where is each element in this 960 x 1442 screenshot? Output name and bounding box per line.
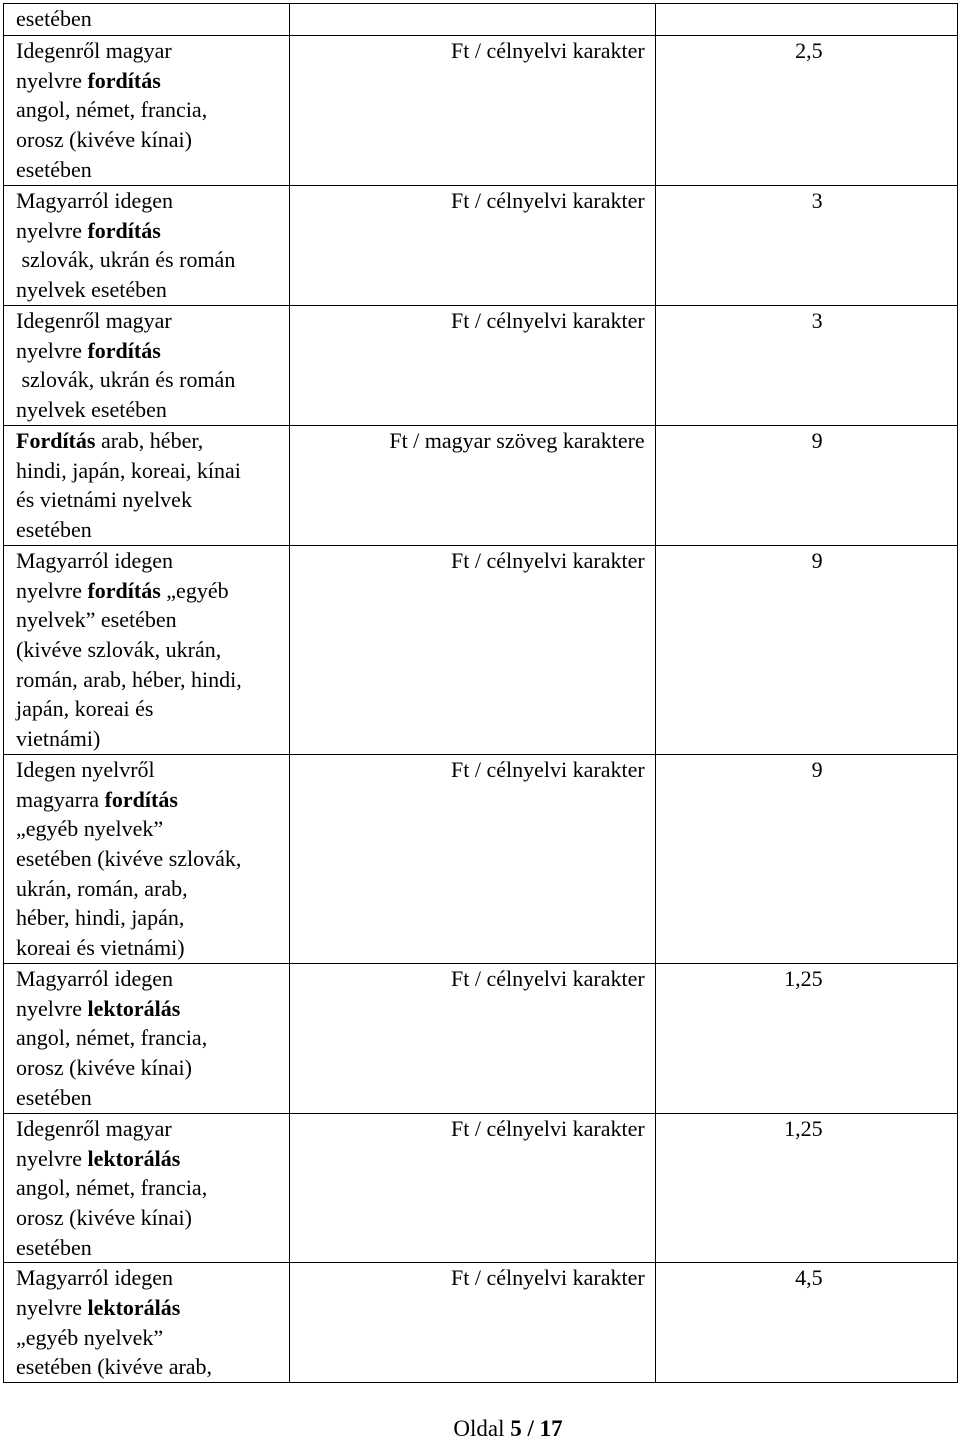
description-line: [16, 814, 289, 844]
price-cell: [655, 754, 957, 963]
description-text: nyelvre: [16, 995, 88, 1021]
description-line: [16, 546, 289, 576]
description-text: orosz (kivéve kínai): [16, 127, 192, 153]
description-text: esetében: [16, 516, 92, 542]
unit-cell: [290, 754, 655, 963]
description-line: [16, 576, 289, 606]
description-text: Magyarról idegen: [16, 188, 173, 213]
description-text: angol, német, francia,: [16, 97, 208, 123]
service-type-text: Fordítás: [16, 427, 96, 453]
description-line: [16, 1114, 289, 1144]
description-line: [16, 1352, 289, 1382]
description-line: [16, 216, 289, 246]
description-line: [16, 1173, 289, 1203]
description-text: nyelvek esetében: [16, 277, 167, 303]
description-text: nyelvre: [16, 67, 88, 93]
unit-text: Ft / célnyelvi karakter: [451, 308, 645, 333]
description-text: ukrán, román, arab,: [16, 875, 188, 901]
description-line: [16, 66, 289, 96]
service-description-cell: [4, 186, 290, 306]
description-line: [16, 395, 289, 425]
description-text: nyelvre: [16, 1295, 88, 1321]
description-line: [16, 426, 289, 456]
description-line: [16, 336, 289, 366]
description-text: és vietnámi nyelvek: [16, 487, 192, 513]
description-line: [16, 874, 289, 904]
service-type-text: lektorálás: [87, 1145, 181, 1171]
description-text: „egyéb nyelvek”: [16, 816, 164, 842]
description-text: esetében: [16, 1084, 92, 1110]
unit-cell: [290, 1263, 655, 1383]
unit-cell: [290, 186, 655, 306]
description-text: (kivéve szlovák, ukrán,: [16, 636, 222, 662]
description-text: „egyéb: [160, 577, 229, 603]
price-cell: [655, 1113, 957, 1263]
price-cell: [655, 36, 957, 186]
service-description-cell: [4, 963, 290, 1113]
description-line: [16, 306, 289, 336]
description-text: héber, hindi, japán,: [16, 905, 185, 931]
description-text: román, arab, héber, hindi,: [16, 666, 242, 692]
description-line: [16, 245, 289, 275]
unit-text: Ft / célnyelvi karakter: [451, 1265, 645, 1291]
table-row: [4, 754, 958, 963]
unit-text: Ft / magyar szöveg karaktere: [389, 427, 645, 453]
description-line: [16, 1203, 289, 1233]
unit-text: Ft / célnyelvi karakter: [451, 965, 645, 991]
description-line: [16, 95, 289, 125]
service-description-cell: [4, 306, 290, 426]
description-text: angol, német, francia,: [16, 1175, 208, 1201]
unit-text: Ft / célnyelvi karakter: [451, 756, 645, 782]
unit-cell: [290, 4, 655, 36]
description-line: [16, 365, 289, 395]
description-line: [16, 125, 289, 155]
price-cell: [655, 545, 957, 754]
service-type-text: fordítás: [104, 786, 178, 812]
page-separator: /: [521, 1416, 540, 1441]
price-value: 1,25: [784, 1115, 823, 1141]
description-text: Magyarról idegen: [16, 547, 173, 573]
description-line: [16, 724, 289, 754]
unit-text: Ft / célnyelvi karakter: [451, 1115, 645, 1141]
price-value: 3: [811, 188, 823, 213]
service-description-cell: [4, 425, 290, 545]
unit-cell: [290, 306, 655, 426]
description-text: koreai és vietnámi): [16, 935, 185, 961]
unit-text: Ft / célnyelvi karakter: [451, 547, 645, 573]
description-text: esetében: [16, 1234, 92, 1260]
service-description-cell: [4, 1263, 290, 1383]
description-text: nyelvre: [16, 1145, 88, 1171]
description-line: [16, 1023, 289, 1053]
price-value: 3: [811, 308, 823, 333]
description-line: [16, 1233, 289, 1263]
description-line: [16, 456, 289, 486]
table-row: [4, 306, 958, 426]
description-line: [16, 1053, 289, 1083]
description-text: magyarra: [16, 786, 105, 812]
description-text: „egyéb nyelvek”: [16, 1324, 164, 1350]
description-line: [16, 36, 289, 66]
description-text: Magyarról idegen: [16, 965, 173, 991]
description-line: [16, 964, 289, 994]
price-cell: [655, 425, 957, 545]
service-description-cell: [4, 1113, 290, 1263]
service-type-text: fordítás: [87, 217, 161, 243]
description-text: japán, koreai és: [16, 696, 154, 722]
description-line: [16, 933, 289, 963]
price-value: 1,25: [784, 965, 823, 991]
page-footer: [0, 1416, 960, 1442]
description-text: szlovák, ukrán és román: [16, 367, 236, 393]
description-text: angol, német, francia,: [16, 1025, 208, 1051]
description-line: [16, 485, 289, 515]
description-line: [16, 186, 289, 216]
price-table: [3, 3, 958, 1383]
unit-text: Ft / célnyelvi karakter: [451, 188, 645, 213]
description-line: [16, 275, 289, 305]
description-text: nyelvek” esetében: [16, 607, 177, 633]
description-line: [16, 1323, 289, 1353]
description-text: nyelvre: [16, 217, 88, 243]
description-text: orosz (kivéve kínai): [16, 1054, 192, 1080]
price-value: 4,5: [795, 1265, 823, 1291]
price-table-body: [4, 4, 958, 1383]
service-description-cell: [4, 754, 290, 963]
price-cell: [655, 186, 957, 306]
service-type-text: lektorálás: [87, 995, 181, 1021]
service-type-text: fordítás: [87, 337, 161, 363]
description-line: [16, 903, 289, 933]
description-line: [16, 1263, 289, 1293]
service-type-text: lektorálás: [87, 1295, 181, 1321]
table-row: [4, 963, 958, 1113]
description-text: orosz (kivéve kínai): [16, 1204, 192, 1230]
description-line: [16, 515, 289, 545]
description-line: [16, 1293, 289, 1323]
table-row: [4, 4, 958, 36]
description-text: nyelvre: [16, 577, 88, 603]
description-line: [16, 994, 289, 1024]
description-line: [16, 755, 289, 785]
description-line: [16, 665, 289, 695]
description-text: arab, héber,: [95, 427, 204, 453]
description-text: esetében (kivéve arab,: [16, 1354, 213, 1380]
unit-cell: [290, 963, 655, 1113]
page-current: 5: [510, 1416, 522, 1441]
service-description-cell: [4, 36, 290, 186]
table-row: [4, 425, 958, 545]
description-line: [16, 605, 289, 635]
description-line: [16, 1144, 289, 1174]
unit-cell: [290, 1113, 655, 1263]
service-type-text: fordítás: [87, 577, 161, 603]
price-cell: [655, 963, 957, 1113]
price-cell: [655, 4, 957, 36]
unit-text: Ft / célnyelvi karakter: [451, 38, 645, 63]
price-cell: [655, 1263, 957, 1383]
price-value: 9: [811, 547, 823, 573]
description-line: [16, 155, 289, 185]
description-line: [16, 4, 289, 34]
unit-cell: [290, 545, 655, 754]
table-row: [4, 1263, 958, 1383]
description-text: szlovák, ukrán és román: [16, 247, 236, 273]
description-text: Idegen nyelvről: [16, 756, 155, 782]
price-cell: [655, 306, 957, 426]
unit-cell: [290, 425, 655, 545]
description-text: Idegenről magyar: [16, 1115, 172, 1141]
service-type-text: fordítás: [87, 67, 161, 93]
unit-cell: [290, 36, 655, 186]
page-label: Oldal: [453, 1416, 511, 1441]
description-text: esetében (kivéve szlovák,: [16, 845, 242, 871]
description-line: [16, 1083, 289, 1113]
description-line: [16, 694, 289, 724]
service-description-cell: [4, 4, 290, 36]
description-text: esetében: [16, 156, 92, 182]
description-text: Idegenről magyar: [16, 38, 172, 63]
description-text: nyelvre: [16, 337, 88, 363]
description-text: esetében: [16, 6, 92, 31]
description-line: [16, 785, 289, 815]
description-text: hindi, japán, koreai, kínai: [16, 457, 241, 483]
page-total: 17: [539, 1416, 563, 1441]
price-value: 2,5: [795, 38, 823, 63]
description-text: nyelvek esetében: [16, 397, 167, 423]
table-row: [4, 1113, 958, 1263]
description-text: vietnámi): [16, 726, 101, 752]
table-row: [4, 545, 958, 754]
price-value: 9: [811, 756, 823, 782]
table-row: [4, 36, 958, 186]
description-text: Idegenről magyar: [16, 308, 172, 333]
description-line: [16, 635, 289, 665]
table-row: [4, 186, 958, 306]
description-text: Magyarról idegen: [16, 1265, 173, 1291]
description-line: [16, 844, 289, 874]
price-value: 9: [811, 427, 823, 453]
service-description-cell: [4, 545, 290, 754]
